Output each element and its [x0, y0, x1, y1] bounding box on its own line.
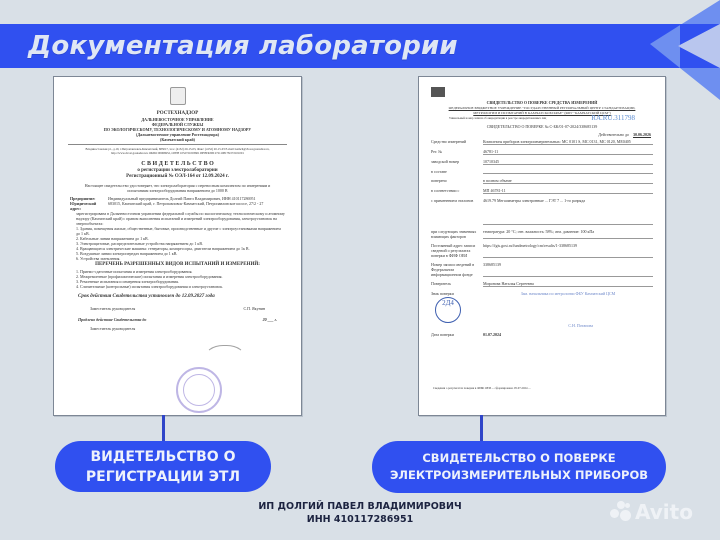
connector-line-right [480, 415, 483, 442]
object-item: 2. Кабельные линии напряжением до 1 кВ. [76, 236, 149, 241]
button-label-line2: ЭЛЕКТРОИЗМЕРИТЕЛЬНЫХ ПРИБОРОВ [389, 468, 649, 482]
field-value: Комплекты приборов электроизмерительных: МС 0101 S, МС 0131, МС 0120, МЕ0405 [483, 139, 653, 145]
field-value: Миронова Наталья Сергеевна [483, 281, 653, 287]
registered-text: зарегистрирована в Дальневосточном управлении федеральной службы по экологическому, технологическому и атомному надзору (Камчатский край) с правом выполнения испытаний и измерений электрооборудования, электроустановок на энергообъектах: [76, 211, 285, 226]
deputy-label: Заместитель руководителя [90, 306, 136, 311]
deputy-label-2: Заместитель руководителя [90, 326, 136, 331]
official-stamp-icon [176, 367, 222, 413]
field-value: 01.07.2024 [483, 332, 501, 337]
avito-watermark [610, 500, 693, 524]
registration-certificate-button[interactable] [55, 441, 271, 492]
field-value: 4619.79 Мегаомметры электронные ... ГЭТ 7 ... 1-го разряда [483, 198, 653, 225]
field-value: https://fgis.gost.ru/fundmetrology/cm/results/1-338685139 [483, 243, 653, 258]
extended-label: Продлено действие Свидетельства до [78, 317, 147, 322]
verification-certificate-button[interactable] [372, 441, 666, 493]
connector-line-left [162, 415, 165, 442]
avito-logo-icon [610, 501, 632, 523]
field-label: Номер записи сведений в Федеральном информационном фонде [431, 262, 475, 277]
object-item: 3. Электрощитовые, распределительные устройства напряжением до 1 кВ. [76, 241, 204, 246]
company-name: ИП ДОЛГИЙ ПАВЕЛ ВЛАДИМИРОВИЧ [258, 501, 462, 512]
field-label: при следующих значениях влияющих факторов [431, 229, 477, 239]
field-value: 338685139 [483, 262, 653, 277]
field-value: в полном объеме [483, 178, 653, 184]
accreditation-number: RA.RU.311798 [591, 114, 635, 122]
test-item: 2. Межремонтные (профилактические) испытания и измерения электрооборудования. [76, 274, 223, 279]
object-item: 4. Вращающиеся электрические машины: генераторы, компрессоры, двигатели напряжением до 1к В. [76, 246, 250, 251]
dept-line: (Дальневосточное управление Ростехнадзора) [136, 132, 219, 137]
enterprise-value: Индивидуальный предприниматель Долгий Павел Владимирович, ИНН 410117286951 [108, 196, 256, 201]
registration-number: Регистрационный № ОЭЛ-164 от 12.09.2024 г. [126, 174, 229, 179]
tests-header: ПЕРЕЧЕНЬ РАЗРЕШЕННЫХ ВИДОВ ИСПЫТАНИЙ И ИЗМЕРЕНИЙ: [95, 262, 260, 267]
verification-org: ФЕДЕРАЛЬНОЕ БЮДЖЕТНОЕ УЧРЕЖДЕНИЕ "ГОСУДАРСТВЕННЫЙ РЕГИОНАЛЬНЫЙ ЦЕНТР СТАНДАРТИЗАЦИИ, МЕТРОЛОГИИ И ИСПЫТАНИЙ В КАМЧАТСКОМ КРАЕ" (ФБУ "КАМЧАТСКИЙ ЦСМ") [448, 106, 636, 115]
field-label: поверено [431, 178, 447, 183]
object-item: 5. Воздушные линии электропередач напряжением до 1 кВ. [76, 251, 178, 256]
document-title: С В И Д Е Т Е Л Ь С Т В О [141, 161, 214, 167]
object-item: 1. Здания, помещения жилые, общественные, бытовые, производственные и другие с электроустановками напряжением до 1 кВ. [76, 226, 281, 236]
head-label: Зам. начальника по метрологии ФБУ Камчатский ЦСМ [520, 291, 616, 296]
valid-until-label: Действительно до [598, 132, 629, 137]
accreditation-note: Уникальный номер записи об аккредитации в реестре аккредитованных лиц [449, 116, 547, 120]
legal-address-value: 683015, Камчатский край, г. Петропавловск-Камчатский, Петропавловское шоссе, 27/2 - 27 [108, 201, 264, 206]
field-label: Знак поверки [431, 291, 454, 296]
field-label: в соответствии с [431, 188, 460, 193]
verification-footer-note: Сведения о результатах поверки в ФИФ ОЕИ ... сформировано 05.07.2024 ... [433, 386, 531, 390]
field-value: 46781-11 [483, 149, 653, 155]
test-item: 4. Сличительные (контрольные) испытания электрооборудования и электроустановок. [76, 284, 224, 289]
valid-until-value: 30.06.2026 [633, 132, 651, 137]
field-label: с применением эталонов [431, 198, 474, 203]
dept-line: ДАЛЬНЕВОСТОЧНОЕ УПРАВЛЕНИЕ [141, 117, 214, 122]
enterprise-label: Предприятие: [70, 196, 96, 201]
button-label-line1: СВИДЕТЕЛЬСТВО О ПОВЕРКЕ [422, 451, 616, 465]
field-value [483, 169, 653, 174]
field-value: температура: 20 °C; отн. влажность: 58%; атм. давление: 100 кПа [483, 229, 653, 239]
agency-address: Владивостокская ул., д.19, г.Петропавловск-Камчатский, 683017, тел.: (4152) 20-15-03, Факс: (4152) 20-15-03 E-mail: kamch@dvost.gosnadzor.ru, http://www.dvost.gosnadzor.ru ОКПО 00066952, ОГРН 1052721003601 ИНН/КПП 2721108178/272101001 [85, 147, 270, 155]
field-label: Поверитель [431, 281, 452, 286]
agency-name: РОСТЕХНАДЗОР [156, 111, 199, 116]
object-item: 6. Устройства заземления. [76, 256, 121, 261]
certificate-number: СВИДЕТЕЛЬСТВО О ПОВЕРКЕ № С-БК/01-07-2024/338685139 [486, 124, 598, 129]
company-inn: ИНН 410117286951 [306, 514, 414, 525]
document-subtitle: о регистрации электролаборатории [137, 168, 218, 173]
extended-year: 20 ___ г. [262, 317, 277, 322]
signer-name: С.П. Якунин [243, 306, 265, 311]
test-item: 3. Ремонтные испытания и измерения электрооборудования. [76, 279, 180, 284]
page-title: Документация лаборатории [28, 31, 458, 61]
intro-text: Настоящее свидетельство удостоверяет, что электролаборатория с переносным комплектом по измерениям и испытаниям электрооборудования напряжением до 1000 В [84, 183, 271, 193]
csm-logo-icon [431, 87, 445, 97]
validity-text: Срок действия Свидетельства установлен до 12.09.2027 года [78, 294, 215, 299]
field-label: заводской номер [431, 159, 460, 164]
field-label: Средство измерений [431, 139, 466, 144]
dept-line: (Камчатский край) [160, 137, 195, 142]
head-signer: С.Н. Потапова [568, 323, 593, 328]
company-info [240, 500, 480, 526]
button-label-line2: РЕГИСТРАЦИИ ЭТЛ [85, 468, 241, 485]
signature-icon [204, 345, 246, 375]
avito-text: Avito [635, 500, 693, 524]
verification-title: СВИДЕТЕЛЬСТВО О ПОВЕРКЕ СРЕДСТВА ИЗМЕРЕНИЙ [486, 100, 598, 105]
legal-address-label: Юридический адрес: [70, 201, 97, 211]
dept-line: ПО ЭКОЛОГИЧЕСКОМУ, ТЕХНОЛОГИЧЕСКОМУ И АТОМНОМУ НАДЗОРУ [103, 127, 252, 132]
header-banner [0, 24, 720, 68]
field-value: 10710345 [483, 159, 653, 165]
button-label-line1: ВИДЕТЕЛЬСТВО О [90, 448, 236, 465]
verification-certificate-document[interactable] [418, 76, 666, 416]
field-label: Постоянный адрес записи сведений о результатах поверки в ФИФ ОЕИ [431, 243, 476, 258]
field-label: Дата поверки [431, 332, 454, 337]
field-value: МП 46781-11 [483, 188, 653, 194]
dept-line: ФЕДЕРАЛЬНОЙ СЛУЖБЫ [151, 122, 204, 127]
test-item: 1. Приемо-сдаточные испытания и измерения электрооборудования. [76, 269, 193, 274]
field-label: в составе [431, 169, 447, 174]
verification-mark-icon: 2Д4 [435, 297, 461, 323]
registration-certificate-document[interactable] [53, 76, 302, 416]
coat-of-arms-icon [170, 87, 186, 105]
field-label: Рег. № [431, 149, 442, 154]
